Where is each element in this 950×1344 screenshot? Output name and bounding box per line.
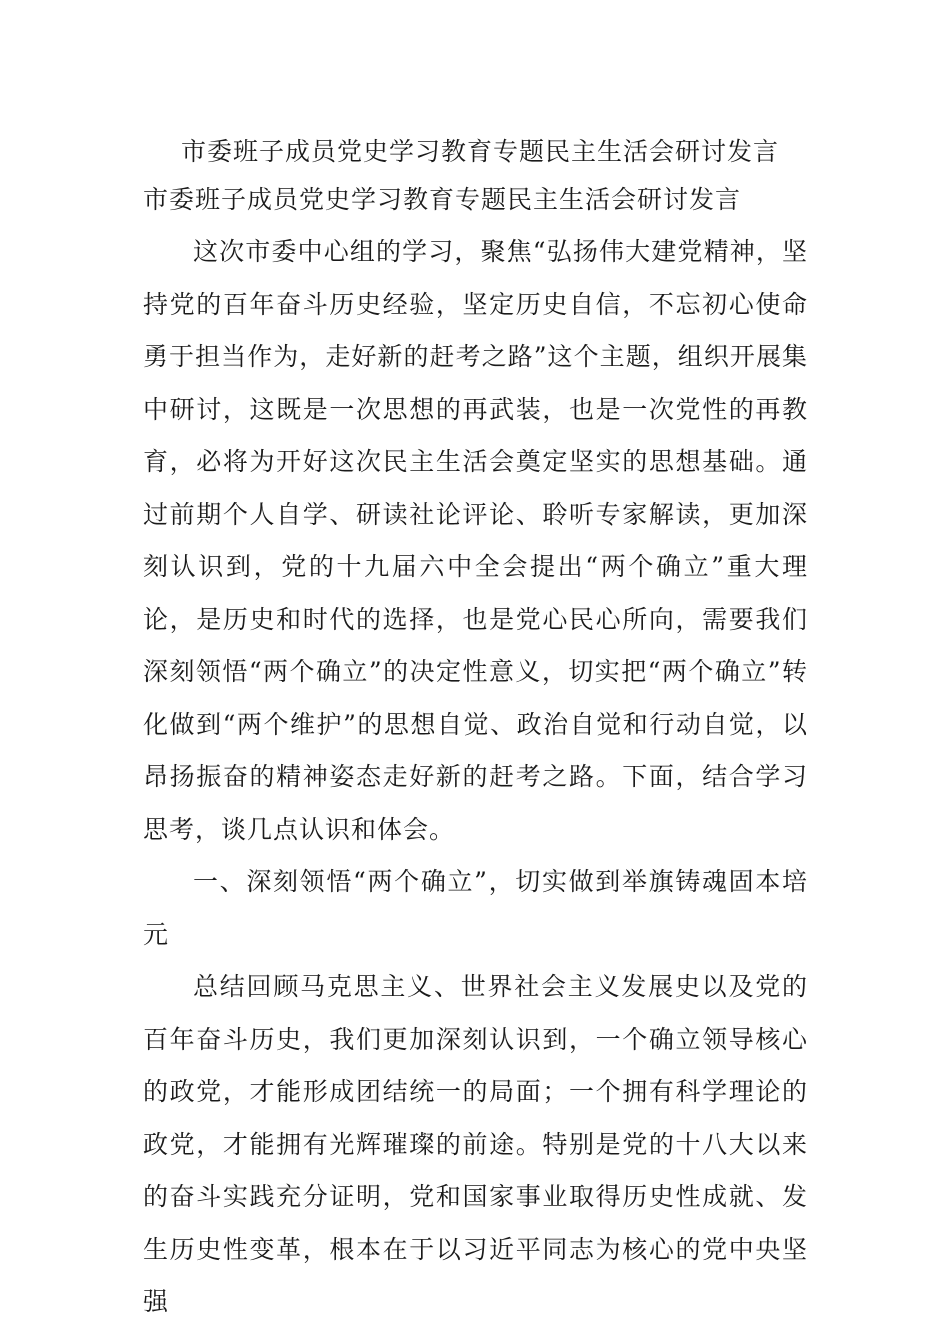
document-subtitle: 市委班子成员党史学习教育专题民主生活会研讨发言 [143,185,742,214]
intro-paragraph: 这次市委中心组的学习，聚焦“弘扬伟大建党精神，坚持党的百年奋斗历史经验，坚定历史自信，不忘初心使命勇于担当作为，走好新的赶考之路”这个主题，组织开展集中研讨，这既是一次思想的再武装，也是一次党性的再教育，必将为开好这次民主生活会奠定坚实的思想基础。通过前期个人自学、研读社论评论、聆听专家解读，更加深刻认识到，党的十九届六中全会提出“两个确立”重大理论，是历史和时代的选择，也是党心民心所向，需要我们深刻领悟“两个确立”的决定性意义，切实把“两个确立”转化做到“两个维护”的思想自觉、政治自觉和行动自觉，以昂扬振奋的精神姿态走好新的赶考之路。下面，结合学习思考，谈几点认识和体会。 [143,237,808,844]
document-body [143,128,808,1329]
document-title: 市委班子成员党史学习教育专题民主生活会研讨发言 [181,137,780,166]
section-heading-1: 一、深刻领悟“两个确立”，切实做到举旗铸魂固本培元 [143,867,808,949]
section-1-paragraph: 总结回顾马克思主义、世界社会主义发展史以及党的百年奋斗历史，我们更加深刻认识到，一个确立领导核心的政党，才能形成团结统一的局面；一个拥有科学理论的政党，才能拥有光辉璀璨的前途。特别是党的十八大以来的奋斗实践充分证明，党和国家事业取得历史性成就、发生历史性变革，根本在于以习近平同志为核心的党中央坚强 [143,972,808,1316]
